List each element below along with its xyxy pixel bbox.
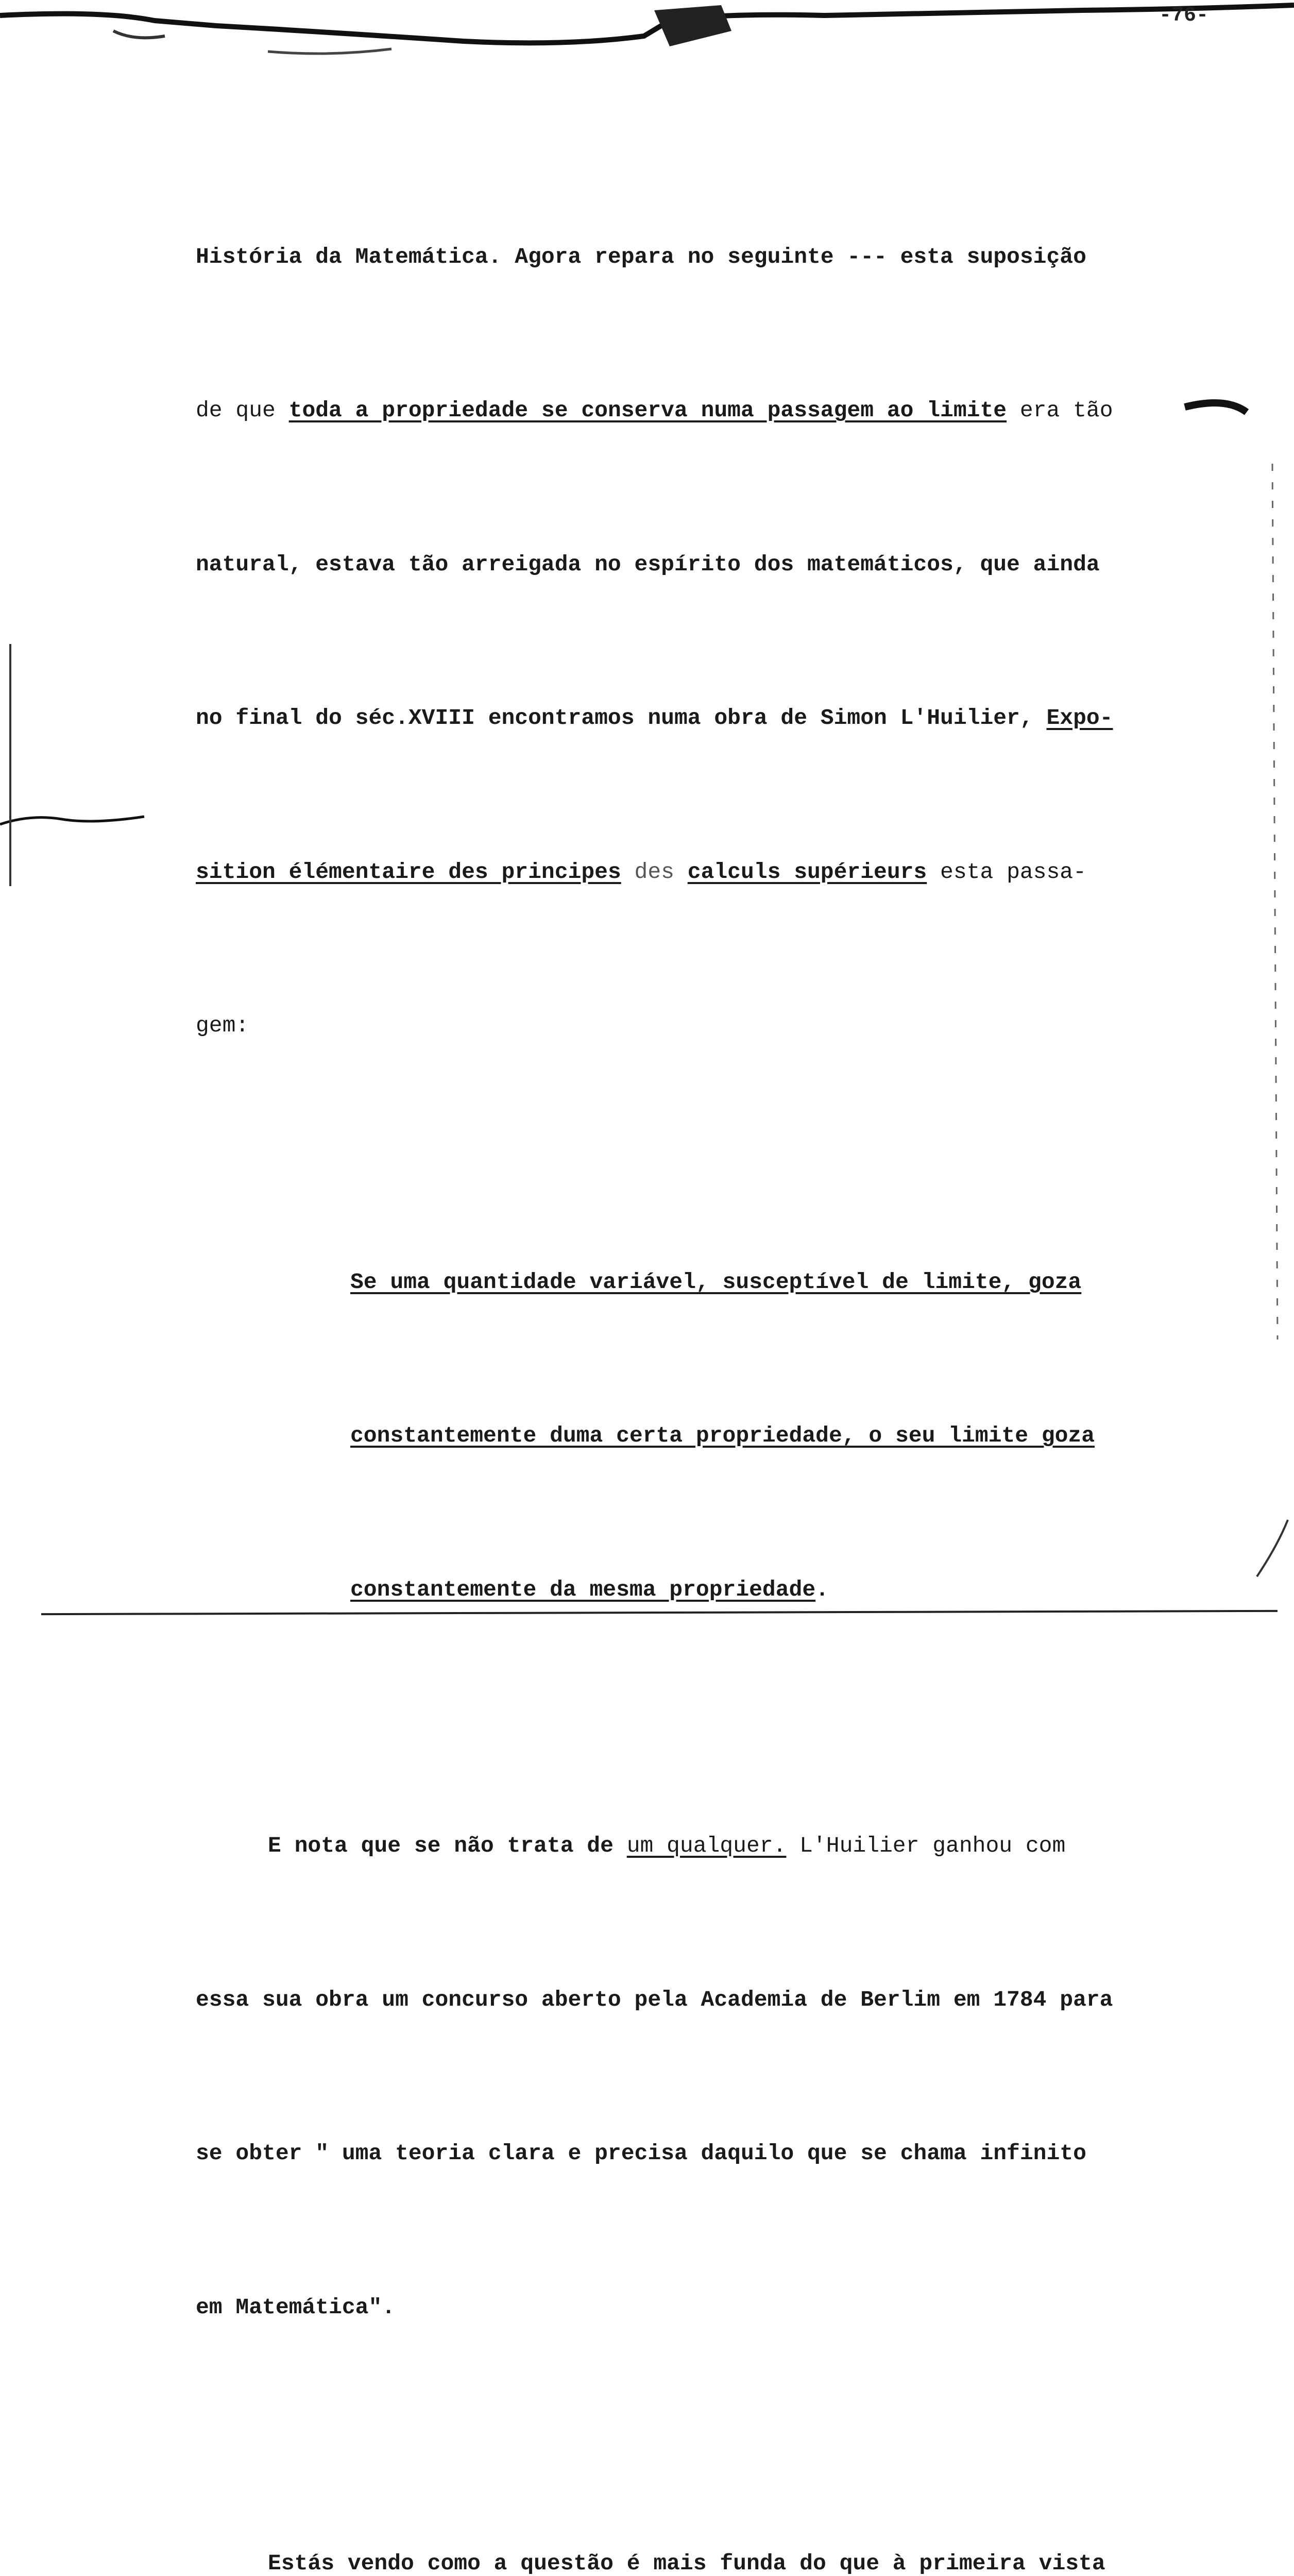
text-line xyxy=(196,692,1257,744)
underlined-phrase: toda a propriedade se conserva numa passagem ao limite xyxy=(288,398,1007,423)
text-run: esta suposição xyxy=(900,244,1086,269)
scan-top-smudge xyxy=(0,0,1294,72)
book-title: sition élémentaire des principes xyxy=(196,859,621,885)
quote-text: Se uma quantidade variável, susceptível de limite, goza xyxy=(350,1269,1082,1295)
page-number: -76- xyxy=(1159,4,1209,27)
text-line xyxy=(196,1820,1257,1872)
quote-text: constantemente duma certa propriedade, o seu limite goza xyxy=(350,1423,1095,1448)
text-line: se obter " uma teoria clara e precisa daquilo que se chama infinito xyxy=(196,2141,1086,2166)
text-run: História da Matemática. Agora repara no seguinte --- xyxy=(196,244,900,269)
book-title: calculs supérieurs xyxy=(687,859,927,885)
text-run: no final do séc.XVIII encontramos numa obra de Simon L'Huilier, xyxy=(196,705,1047,731)
quote-line xyxy=(196,1564,1257,1616)
text-run: E nota que se não trata de xyxy=(268,1833,627,1858)
text-run: des xyxy=(621,859,688,885)
text-run: de que xyxy=(196,398,289,423)
text-line xyxy=(196,231,1257,283)
quote-text: . xyxy=(815,1577,829,1602)
quote-text: constantemente da mesma propriedade xyxy=(350,1577,816,1602)
text-line: gem: xyxy=(196,1013,249,1038)
text-run: era tão xyxy=(1007,398,1113,423)
quote-line xyxy=(196,1257,1257,1308)
text-run: esta passa- xyxy=(927,859,1086,885)
text-line: essa sua obra um concurso aberto pela Academia de Berlim em 1784 para xyxy=(196,1987,1113,2012)
book-title: Expo- xyxy=(1046,705,1113,731)
text-line: Estás vendo como a questão é mais funda do que à primeira vista xyxy=(268,2551,1105,2576)
text-run: L'Huilier ganhou com xyxy=(786,1833,1066,1858)
text-line: natural, estava tão arreigada no espírito dos matemáticos, que ainda xyxy=(196,551,1100,577)
underlined-phrase: um qualquer. xyxy=(626,1833,787,1858)
text-line: em Matemática". xyxy=(196,2294,396,2320)
text-line xyxy=(196,846,1257,898)
document-body xyxy=(196,77,1257,2576)
quote-line xyxy=(196,1410,1257,1462)
text-line xyxy=(196,385,1257,436)
